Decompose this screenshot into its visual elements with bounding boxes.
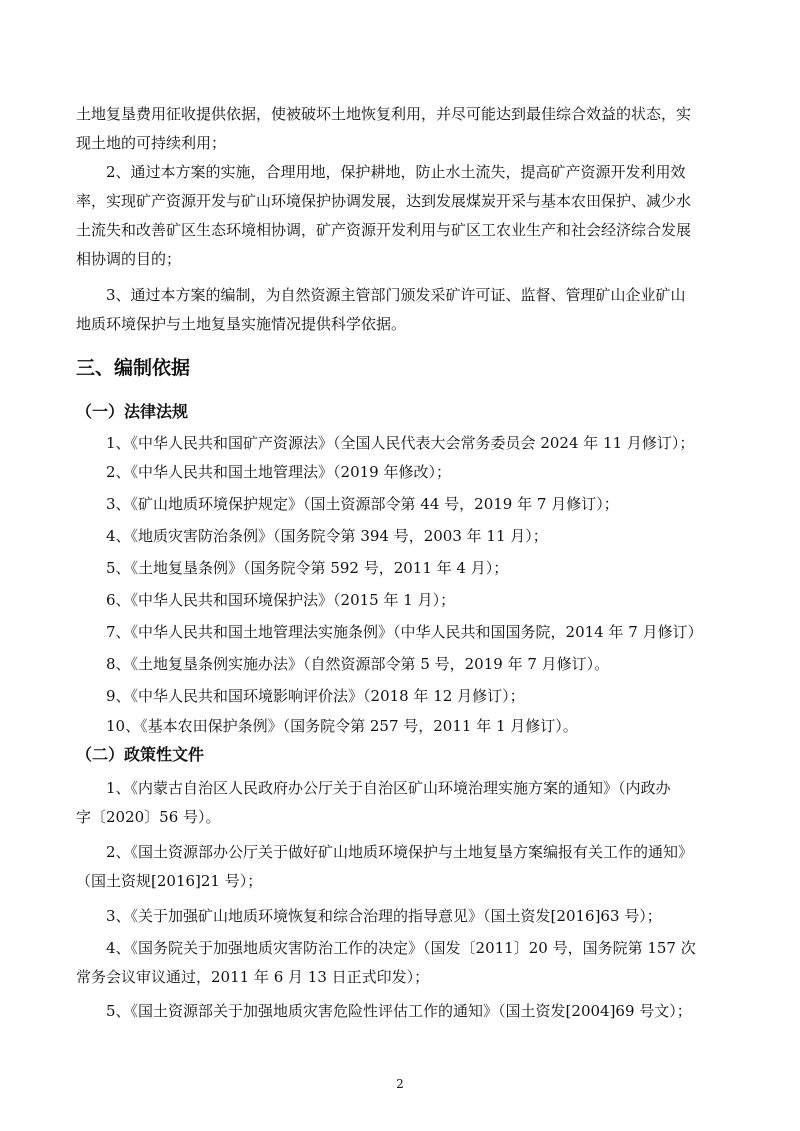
laws-heading: （一）法律法规 bbox=[76, 402, 189, 421]
policy-line-2: 字〔2020〕56 号）。 bbox=[76, 808, 221, 826]
intro-line-7: 3、通过本方案的编制，为自然资源主管部门颁发采矿许可证、监督、管理矿山企业矿山 bbox=[106, 286, 686, 304]
intro-line-5: 土流失和改善矿区生态环境相协调，矿产资源开发利用与矿区工农业生产和社会经济综合发展 bbox=[76, 221, 692, 239]
intro-line-2: 现土地的可持续利用； bbox=[76, 134, 227, 152]
law-item-3: 3、《矿山地质环境保护规定》（国土资源部令第 44 号，2019 年 7 月修订）； bbox=[106, 495, 619, 513]
intro-line-6: 相协调的目的； bbox=[76, 250, 182, 268]
law-item-7: 7、《中华人民共和国土地管理法实施条例》（中华人民共和国国务院，2014 年 7 月修订） bbox=[106, 623, 703, 641]
policy-line-3: 2、《国土资源部办公厅关于做好矿山地质环境保护与土地复垦方案编报有关工作的通知》 bbox=[106, 843, 694, 861]
intro-line-8: 地质环境保护与土地复垦实施情况提供科学依据。 bbox=[76, 315, 407, 333]
law-item-4: 4、《地质灾害防治条例》（国务院令第 394 号，2003 年 11 月）； bbox=[106, 527, 548, 545]
law-item-8: 8、《土地复垦条例实施办法》（自然资源部令第 5 号，2019 年 7 月修订）。 bbox=[106, 655, 610, 673]
policy-line-6: 4、《国务院关于加强地质灾害防治工作的决定》（国发〔2011〕20 号，国务院第 157 次 bbox=[106, 939, 696, 957]
policy-line-1: 1、《内蒙古自治区人民政府办公厅关于自治区矿山环境治理实施方案的通知》（内政办 bbox=[106, 779, 671, 797]
law-item-9: 9、《中华人民共和国环境影响评价法》（2018 年 12 月修订）； bbox=[106, 687, 525, 705]
intro-line-1: 土地复垦费用征收提供依据，使被破坏土地恢复利用，并尽可能达到最佳综合效益的状态，实 bbox=[76, 105, 692, 123]
law-item-5: 5、《土地复垦条例》（国务院令第 592 号，2011 年 4 月）； bbox=[106, 559, 509, 577]
section-title: 三、编制依据 bbox=[76, 357, 191, 379]
intro-line-3: 2、通过本方案的实施，合理用地，保护耕地，防止水土流失，提高矿产资源开发利用效 bbox=[106, 163, 686, 181]
law-item-1: 1、《中华人民共和国矿产资源法》（全国人民代表大会常务委员会 2024 年 11 月修订）； bbox=[106, 434, 695, 452]
policy-line-8: 5、《国土资源部关于加强地质灾害危险性评估工作的通知》（国土资发[2004]69 号文）； bbox=[106, 1002, 692, 1020]
page-number: 2 bbox=[396, 1077, 404, 1091]
policies-heading: （二）政策性文件 bbox=[76, 745, 205, 764]
policy-line-4: （国土资规[2016]21 号）； bbox=[76, 872, 263, 890]
intro-line-4: 率，实现矿产资源开发与矿山环境保护协调发展，达到发展煤炭开采与基本农田保护、减少水 bbox=[76, 192, 692, 210]
policy-line-5: 3、《关于加强矿山地质环境恢复和综合治理的指导意见》（国土资发[2016]63 号）； bbox=[106, 907, 662, 925]
policy-line-7: 常务会议审议通过，2011 年 6 月 13 日正式印发）； bbox=[76, 968, 430, 986]
law-item-2: 2、《中华人民共和国土地管理法》（2019 年修改）； bbox=[106, 463, 451, 481]
law-item-6: 6、《中华人民共和国环境保护法》（2015 年 1 月）； bbox=[106, 591, 456, 609]
law-item-10: 10、《基本农田保护条例》（国务院令第 257 号，2011 年 1 月修订）。 bbox=[106, 717, 578, 735]
